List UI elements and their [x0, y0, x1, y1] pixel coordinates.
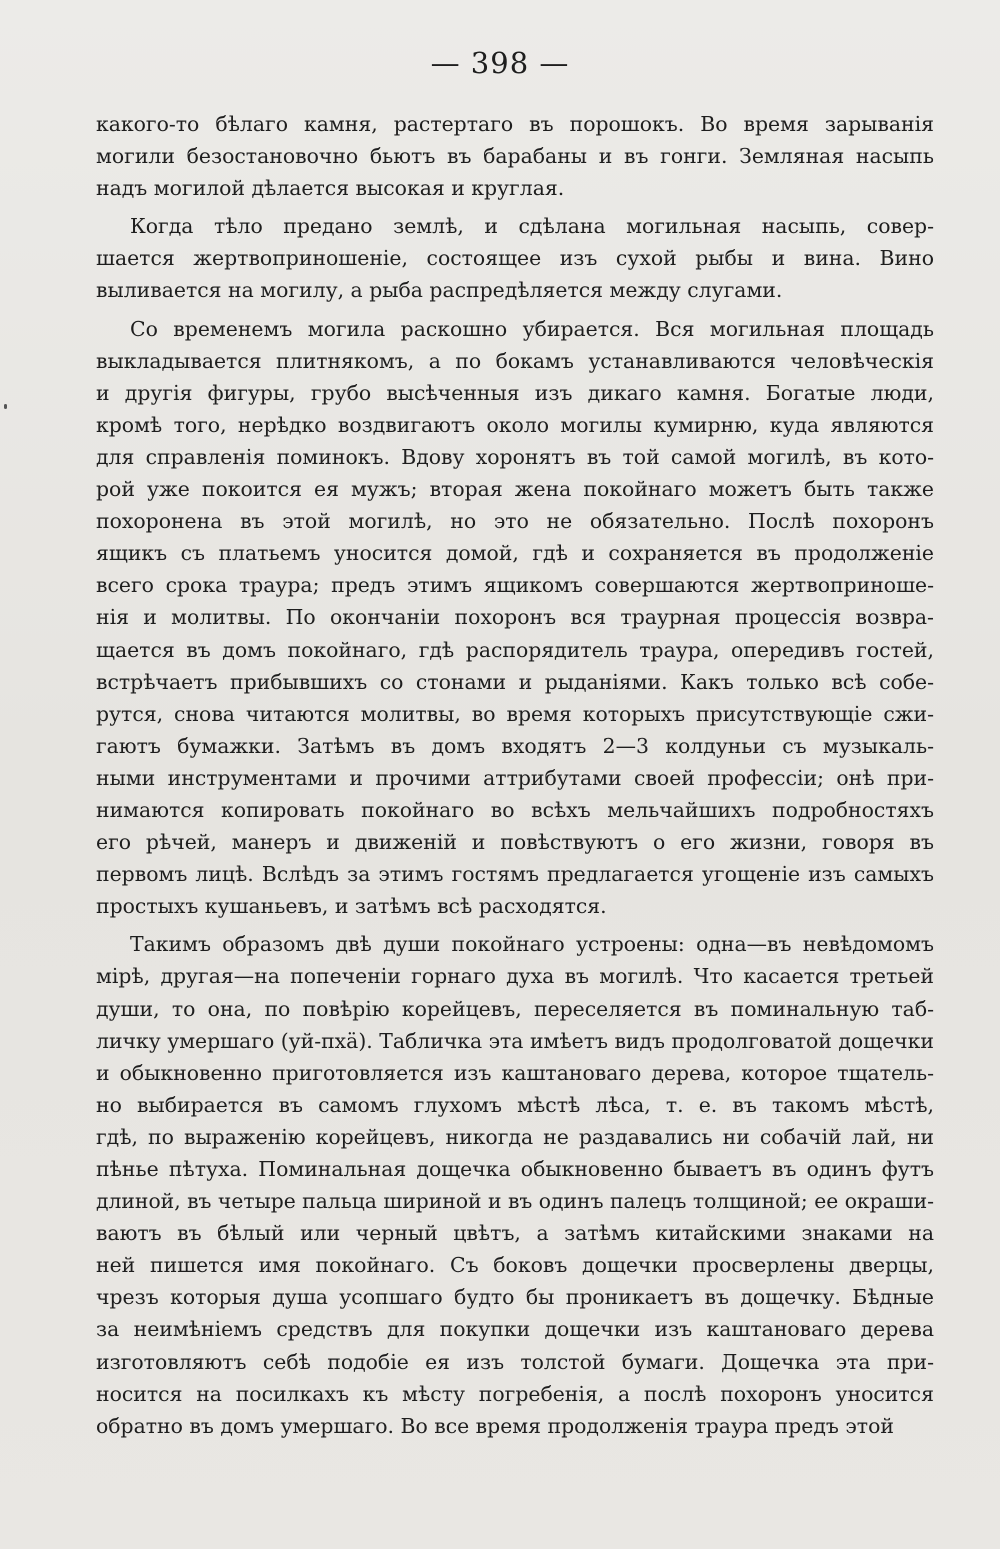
text-line: ными инструментами и прочими аттрибутами своей профессіи; онѣ при-	[96, 765, 935, 790]
paragraph	[96, 928, 934, 1442]
text-line: надъ могилой дѣлается высокая и круглая.	[96, 176, 565, 201]
text-line: для справленія поминокъ. Вдову хоронятъ въ той самой могилѣ, въ кото-	[96, 444, 935, 469]
body-text	[96, 108, 934, 1442]
text-line: обратно въ домъ умершаго. Во все время продолженія траура предъ этой	[96, 1413, 894, 1438]
text-line: Такимъ образомъ двѣ души покойнаго устроены: одна—въ невѣдомомъ	[130, 932, 935, 957]
text-line: но выбирается въ самомъ глухомъ мѣстѣ лѣса, т. е. въ такомъ мѣстѣ,	[96, 1092, 935, 1117]
text-line: пѣнье пѣтуха. Поминальная дощечка обыкновенно бываетъ въ одинъ футъ	[96, 1157, 934, 1181]
text-line: простыхъ кушаньевъ, и затѣмъ всѣ расходятся.	[96, 894, 607, 919]
text-line: ящикъ съ платьемъ уносится домой, гдѣ и сохраняется въ продолженіе	[96, 541, 935, 566]
text-line: выливается на могилу, а рыба распредѣляется между слугами.	[96, 278, 783, 303]
text-line: за неимѣніемъ средствъ для покупки дощечки изъ каштановаго дерева	[96, 1317, 934, 1342]
text-line: встрѣчаетъ прибывшихъ со стонами и рыданіями. Какъ только всѣ собе-	[96, 669, 935, 694]
text-line: ней пишется имя покойнаго. Съ боковъ дощечки просверлены дверцы,	[96, 1253, 934, 1278]
text-line: рутся, снова читаются молитвы, во время которыхъ присутствующіе сжи-	[96, 701, 935, 726]
paragraph	[96, 108, 934, 204]
text-line: могили безостановочно бьютъ въ барабаны и въ гонги. Земляная насыпь	[96, 144, 934, 169]
page-number: — 398 —	[430, 46, 570, 80]
text-line: мірѣ, другая—на попеченіи горнаго духа въ могилѣ. Что касается третьей	[96, 964, 934, 989]
text-line: ваютъ въ бѣлый или черный цвѣтъ, а затѣмъ китайскими знаками на	[96, 1221, 935, 1246]
text-line: выкладывается плитнякомъ, а по бокамъ устанавливаются человѣческія	[96, 348, 935, 373]
text-line: длиной, въ четыре пальца шириной и въ одинъ палецъ толщиной; ее окраши-	[96, 1189, 934, 1214]
text-line: чрезъ которыя душа усопшаго будто бы проникаетъ въ дощечку. Бѣдные	[96, 1285, 935, 1310]
text-line: и обыкновенно приготовляется изъ каштановаго дерева, которое тщатель-	[96, 1060, 934, 1085]
paragraph	[96, 210, 934, 306]
text-line: гаютъ бумажки. Затѣмъ въ домъ входятъ 2—3 колдуньи съ музыкаль-	[96, 733, 934, 758]
text-line: носится на посилкахъ къ мѣсту погребенія, а послѣ похоронъ уносится	[96, 1381, 934, 1406]
ink-speck	[4, 404, 7, 409]
text-line: души, то она, по повѣрію корейцевъ, переселяется въ поминальную таб-	[96, 996, 934, 1021]
text-line: его рѣчей, манеръ и движеній и повѣствуютъ о его жизни, говоря въ	[96, 830, 934, 855]
text-line: рой уже покоится ея мужъ; вторая жена покойнаго можетъ быть также	[96, 477, 934, 502]
text-line: и другія фигуры, грубо высѣченныя изъ дикаго камня. Богатые люди,	[96, 380, 935, 405]
paragraph	[96, 313, 934, 923]
text-line: Когда тѣло предано землѣ, и сдѣлана могильная насыпь, совер-	[130, 214, 934, 239]
text-line: первомъ лицѣ. Вслѣдъ за этимъ гостямъ предлагается угощеніе изъ самыхъ	[96, 862, 934, 887]
text-line: кромѣ того, нерѣдко воздвигаютъ около могилы кумирню, куда являются	[96, 412, 935, 437]
text-line: щается въ домъ покойнаго, гдѣ распорядитель траура, опередивъ гостей,	[96, 637, 934, 662]
text-line: всего срока траура; предъ этимъ ящикомъ совершаются жертвоприноше-	[96, 573, 934, 598]
text-line: шается жертвоприношеніе, состоящее изъ сухой рыбы и вина. Вино	[96, 246, 934, 271]
text-line: похоронена въ этой могилѣ, но это не обязательно. Послѣ похоронъ	[96, 509, 934, 534]
text-line: личку умершаго (уй-пхä). Табличка эта имѣетъ видъ продолговатой дощечки	[96, 1028, 934, 1053]
text-line: изготовляютъ себѣ подобіе ея изъ толстой бумаги. Дощечка эта при-	[96, 1349, 935, 1374]
text-line: нія и молитвы. По окончаніи похоронъ вся траурная процессія возвра-	[96, 605, 934, 630]
text-line: гдѣ, по выраженію корейцевъ, никогда не раздавались ни собачій лай, ни	[96, 1124, 935, 1149]
text-line: Со временемъ могила раскошно убирается. Вся могильная площадь	[130, 316, 934, 341]
text-line: нимаются копировать покойнаго во всѣхъ мельчайшихъ подробностяхъ	[96, 797, 934, 822]
text-line: какого-то бѣлаго камня, растертаго въ порошокъ. Во время зарыванія	[96, 112, 935, 136]
